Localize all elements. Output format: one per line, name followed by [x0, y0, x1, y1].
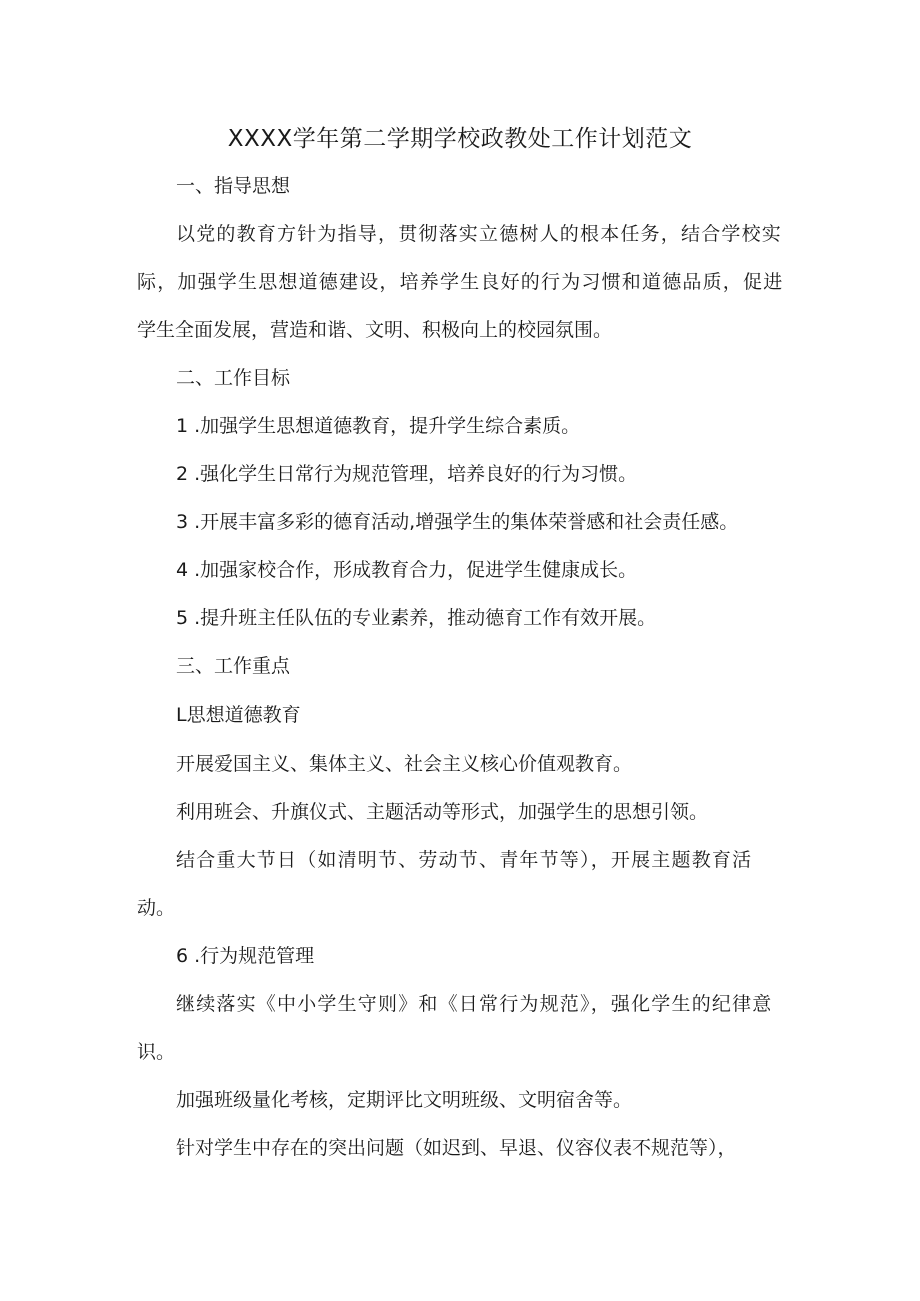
section-heading: 一、指导思想: [176, 175, 291, 197]
list-item: 3 .开展丰富多彩的德育活动,增强学生的集体荣誉感和社会责任感。: [176, 511, 739, 533]
paragraph-line: 动。: [137, 897, 176, 919]
list-item: 4 .加强家校合作，形成教育合力，促进学生健康成长。: [176, 559, 638, 581]
section-heading: 三、工作重点: [176, 655, 291, 677]
list-item: 2 .强化学生日常行为规范管理，培养良好的行为习惯。: [176, 463, 638, 485]
paragraph-line: 识。: [137, 1041, 176, 1063]
list-item: 5 .提升班主任队伍的专业素养，推动德育工作有效开展。: [176, 607, 657, 629]
paragraph-line: 际，加强学生思想道德建设，培养学生良好的行为习惯和道德品质，促进: [137, 271, 784, 293]
paragraph-line: 继续落实《中小学生守则》和《日常行为规范》，强化学生的纪律意: [176, 993, 773, 1015]
paragraph-line: 针对学生中存在的突出问题（如迟到、早退、仪容仪表不规范等），: [176, 1137, 737, 1159]
paragraph-line: 开展爱国主义、集体主义、社会主义核心价值观教育。: [176, 753, 633, 775]
paragraph-line: 利用班会、升旗仪式、主题活动等形式，加强学生的思想引领。: [176, 801, 709, 823]
subsection-heading: 6 .行为规范管理: [176, 945, 315, 967]
paragraph-line: 以党的教育方针为指导，贯彻落实立德树人的根本任务，结合学校实: [176, 223, 783, 245]
paragraph-line: 结合重大节日（如清明节、劳动节、青年节等），开展主题教育活: [176, 849, 753, 871]
list-item: 1 .加强学生思想道德教育，提升学生综合素质。: [176, 415, 581, 437]
paragraph-line: 加强班级量化考核，定期评比文明班级、文明宿舍等。: [176, 1089, 633, 1111]
document-title: XXXX学年第二学期学校政教处工作计划范文: [227, 126, 693, 152]
section-heading: 二、工作目标: [176, 367, 291, 389]
paragraph-line: 学生全面发展，营造和谐、文明、积极向上的校园氛围。: [137, 319, 613, 341]
subsection-heading: L思想道德教育: [176, 704, 301, 726]
